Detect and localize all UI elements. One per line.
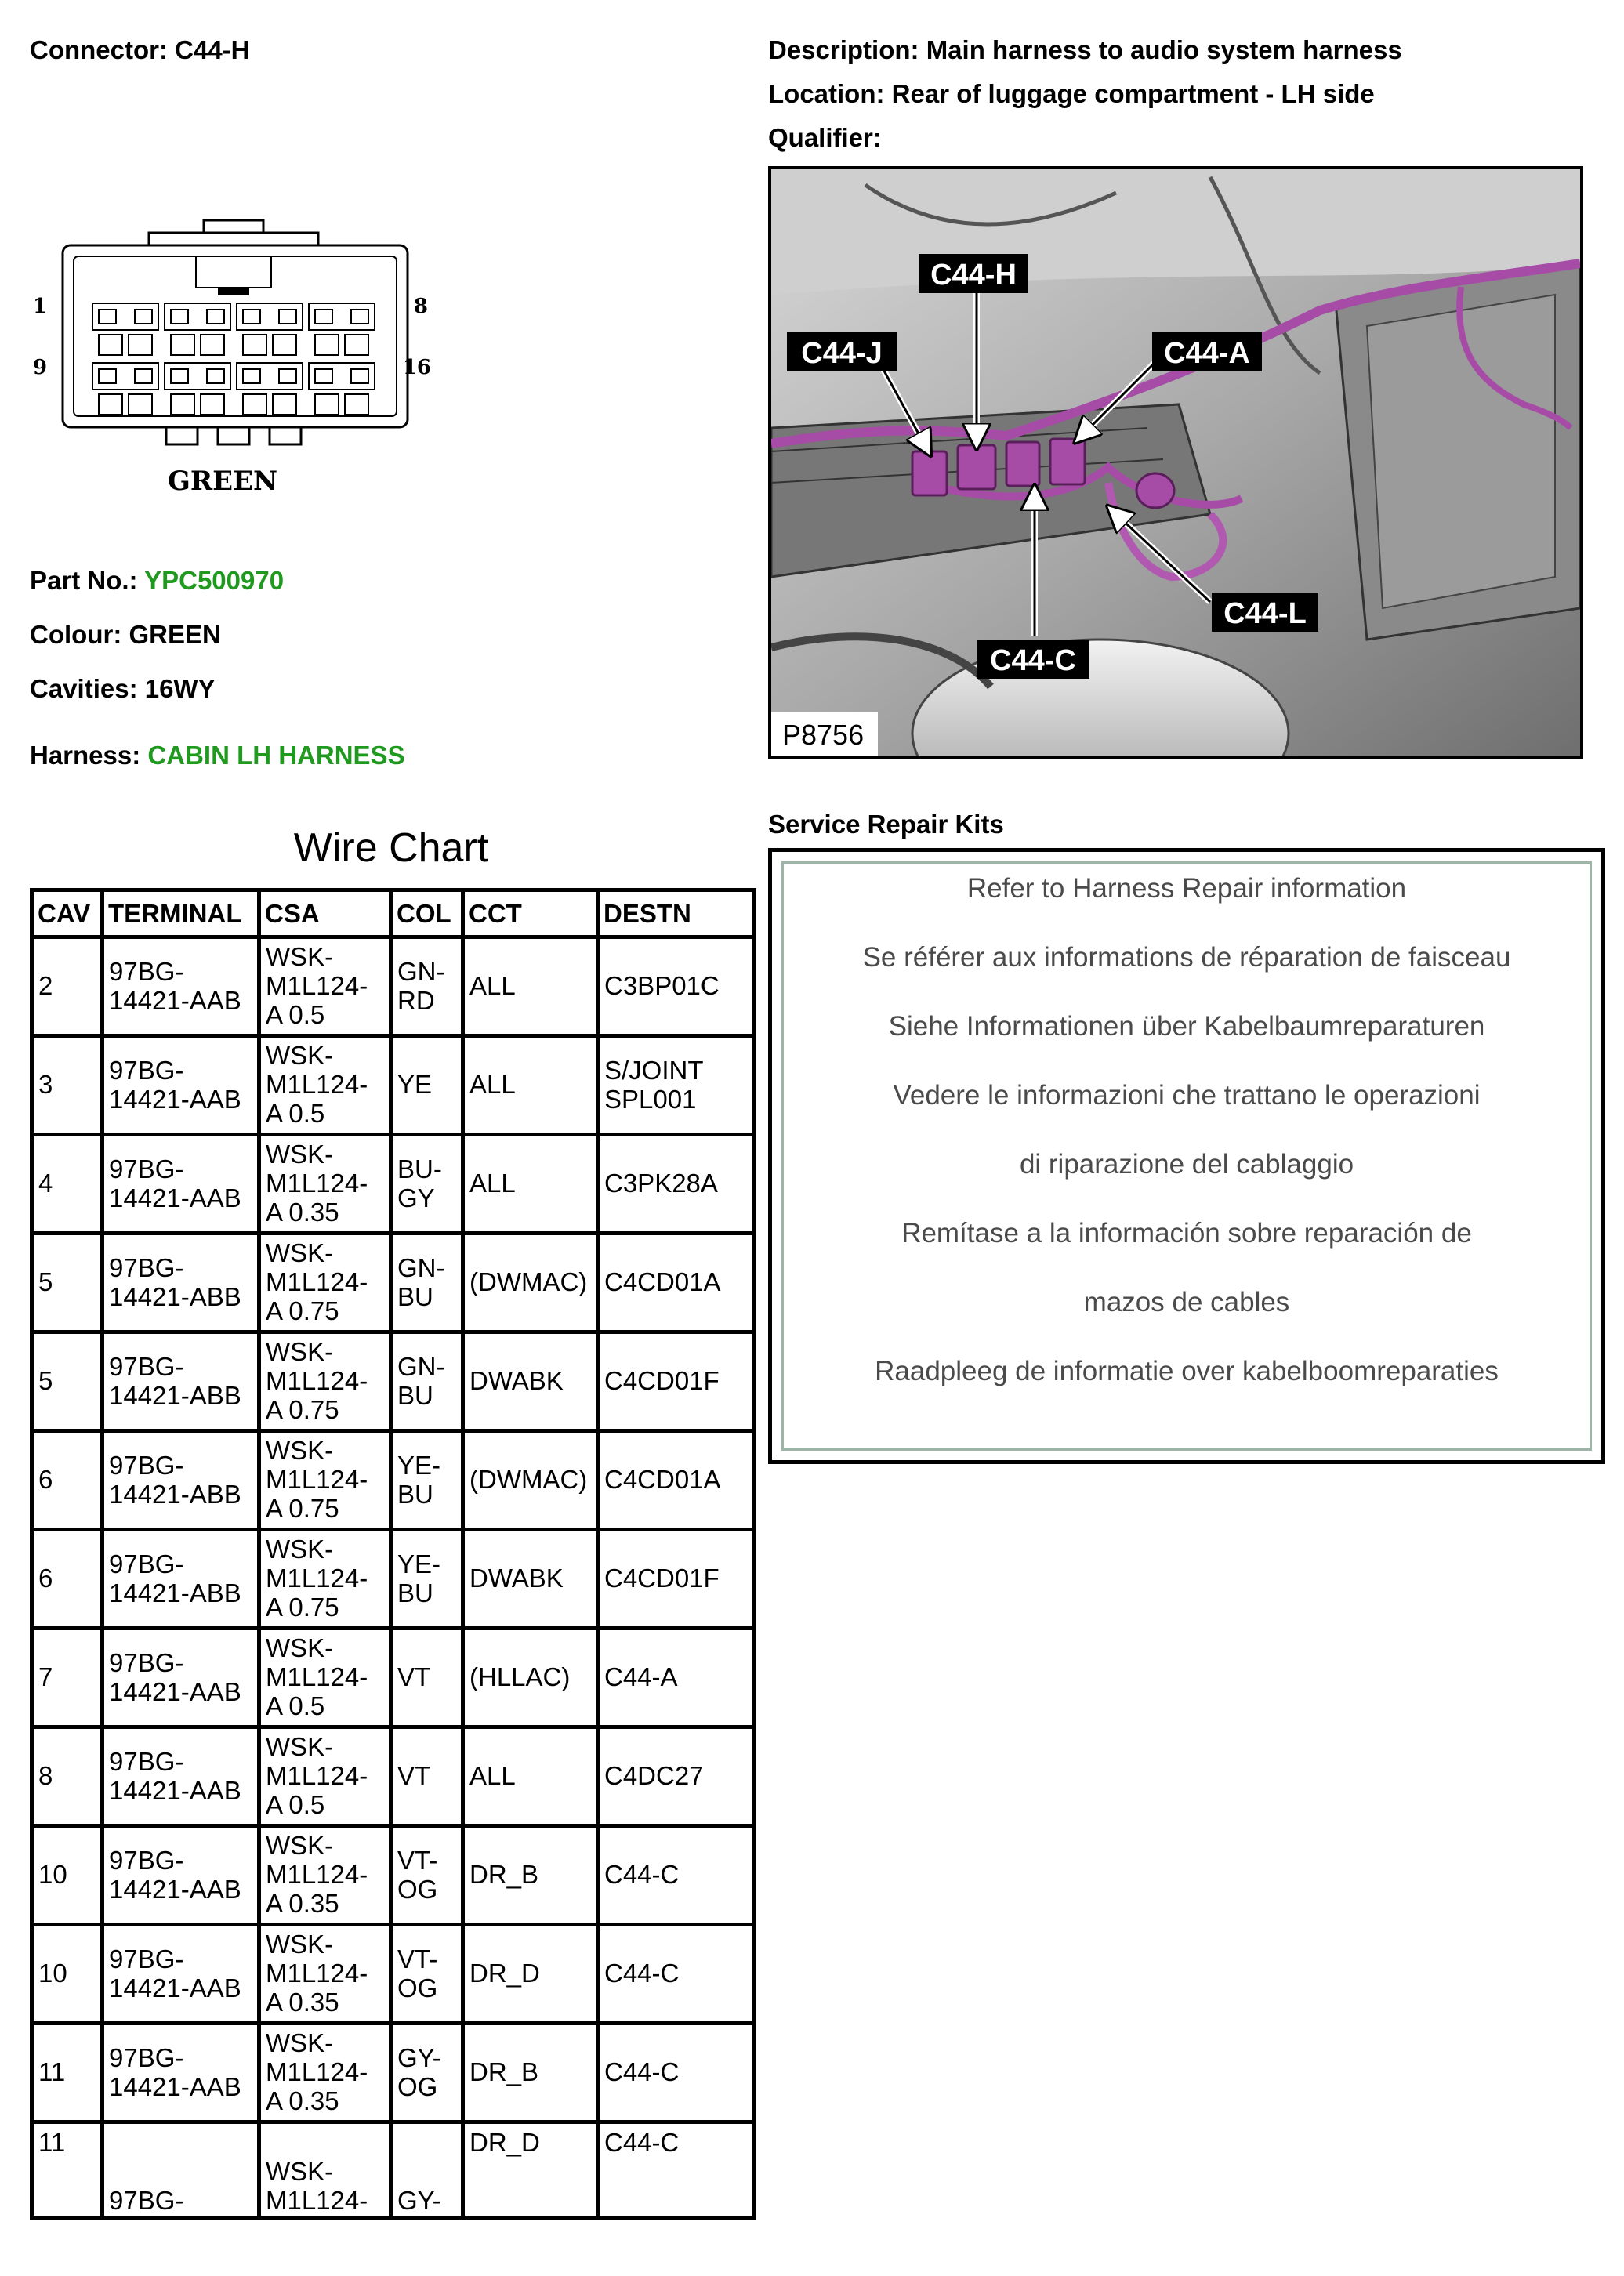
cell-text: 5	[38, 1267, 53, 1297]
cell-csa	[259, 2122, 391, 2218]
cell-col	[391, 1629, 463, 1727]
cell-text: C4CD01F	[604, 1564, 720, 1593]
repair-info-line: mazos de cables	[1083, 1287, 1290, 1317]
pin-label-1: 1	[33, 295, 48, 318]
cell-destn	[598, 1234, 755, 1332]
location-photo	[768, 166, 1583, 759]
cell-col	[391, 1234, 463, 1332]
table-row	[32, 1234, 755, 1332]
cell-text: 97BG- 14421-AAB	[109, 1647, 241, 1706]
cell-cct	[463, 937, 598, 1036]
cell-cct	[463, 1135, 598, 1234]
table-row	[32, 1431, 755, 1530]
cell-text: 97BG- 14421-AAB	[109, 1055, 241, 1114]
cell-text: WSK- M1L124-	[266, 2156, 368, 2215]
table-row	[32, 1332, 755, 1431]
cell-cct	[463, 1036, 598, 1135]
table-row	[32, 1036, 755, 1135]
cell-cav	[32, 2122, 103, 2218]
cell-text: 3	[38, 1070, 53, 1100]
col-header-cct: CCT	[463, 890, 598, 937]
cell-terminal	[103, 2122, 259, 2218]
cell-text: C44-C	[604, 1860, 680, 1890]
cell-text: C3PK28A	[604, 1169, 718, 1198]
cell-csa	[259, 1629, 391, 1727]
connector-label: Connector: C44-H	[30, 35, 250, 64]
cell-cct	[463, 1431, 598, 1530]
cell-col	[391, 1332, 463, 1431]
cell-terminal	[103, 1332, 259, 1431]
repair-info-line: di riparazione del cablaggio	[1019, 1149, 1354, 1180]
cell-cct	[463, 1332, 598, 1431]
cell-cav	[32, 2024, 103, 2122]
cell-text: 97BG- 14421-ABB	[109, 1351, 241, 1410]
page-bottom-edge	[0, 2254, 1624, 2276]
cell-text: C44-A	[604, 1662, 678, 1692]
cell-text: WSK- M1L124- A 0.35	[266, 2028, 368, 2115]
cell-text: WSK- M1L124- A 0.35	[266, 1831, 368, 1918]
colour-info: Colour: GREEN	[30, 620, 221, 649]
cell-text: 97BG- 14421-ABB	[109, 1252, 241, 1311]
table-row	[32, 2024, 755, 2122]
cell-destn	[598, 1135, 755, 1234]
cell-cav	[32, 937, 103, 1036]
cell-text: 11	[38, 2128, 66, 2157]
cell-text: C44-C	[604, 2128, 680, 2157]
photo-reference: P8756	[782, 719, 865, 751]
cell-text: (DWMAC)	[469, 1267, 588, 1297]
callout-c44-c: C44-C	[990, 644, 1076, 677]
cell-text: ALL	[469, 1169, 516, 1198]
pin-label-8: 8	[413, 295, 428, 318]
cell-text: 97BG- 14421-ABB	[109, 1450, 241, 1509]
cell-text: WSK- M1L124- A 0.75	[266, 1337, 368, 1424]
cell-text: GY-	[397, 2185, 441, 2215]
harness-info	[30, 741, 405, 770]
cell-cav	[32, 1925, 103, 2024]
cell-csa	[259, 1332, 391, 1431]
cell-csa	[259, 1530, 391, 1629]
cell-text: C4DC27	[604, 1761, 704, 1791]
cell-cct	[463, 1925, 598, 2024]
repair-info-line: Refer to Harness Repair information	[966, 873, 1407, 904]
cell-csa	[259, 937, 391, 1036]
repair-info-line: Siehe Informationen über Kabelbaumreparaturen	[888, 1011, 1485, 1042]
cell-text: BU- GY	[397, 1154, 442, 1212]
cell-text: 11	[38, 2057, 66, 2087]
cell-text: GN- RD	[397, 956, 445, 1015]
part-no	[30, 566, 284, 596]
col-header-terminal: TERMINAL	[103, 890, 259, 937]
cell-text: WSK- M1L124- A 0.5	[266, 1732, 368, 1819]
cell-text: DR_D	[469, 1959, 540, 1988]
cell-text: WSK- M1L124- A 0.75	[266, 1436, 368, 1523]
cell-cct	[463, 2122, 598, 2218]
cell-text: YE	[397, 1070, 433, 1100]
cell-col	[391, 1727, 463, 1826]
cell-text: GY- OG	[397, 2042, 441, 2101]
cell-text: 97BG- 14421-AAB	[109, 1746, 241, 1805]
table-row	[32, 1530, 755, 1629]
connector-colour-text: GREEN	[167, 466, 278, 497]
wire-chart-header-row	[32, 890, 755, 937]
cell-cav	[32, 1530, 103, 1629]
cell-cct	[463, 1530, 598, 1629]
cell-text: DWABK	[469, 1366, 564, 1396]
cell-text: 4	[38, 1169, 53, 1198]
cell-terminal	[103, 1925, 259, 2024]
repair-info-line: Vedere le informazioni che trattano le operazioni	[893, 1080, 1481, 1111]
cell-text: YE- BU	[397, 1549, 441, 1607]
col-header-col: COL	[391, 890, 463, 937]
repair-info-line: Se référer aux informations de réparation de faisceau	[862, 942, 1511, 973]
cell-text: 97BG- 14421-AAB	[109, 2042, 241, 2101]
cell-csa	[259, 1925, 391, 2024]
cell-text: WSK- M1L124- A 0.35	[266, 1140, 368, 1227]
harness-value: CABIN LH HARNESS	[147, 741, 405, 770]
cell-text: WSK- M1L124- A 0.35	[266, 1930, 368, 2017]
cell-cav	[32, 1135, 103, 1234]
cell-terminal	[103, 1135, 259, 1234]
cell-text: ALL	[469, 1070, 516, 1100]
cell-text: 5	[38, 1366, 53, 1396]
cell-text: 97BG- 14421-AAB	[109, 1944, 241, 2002]
cell-text: 6	[38, 1564, 53, 1593]
description-label: Description: Main harness to audio system harness	[768, 35, 1402, 64]
cell-cav	[32, 1431, 103, 1530]
cell-terminal	[103, 1036, 259, 1135]
cell-cav	[32, 1629, 103, 1727]
table-row	[32, 1925, 755, 2024]
cell-text: DR_B	[469, 2057, 539, 2087]
repair-info-line: Raadpleeg de informatie over kabelboomreparaties	[875, 1356, 1499, 1386]
cell-text: ALL	[469, 971, 516, 1001]
wire-chart-title: Wire Chart	[293, 825, 489, 871]
table-row	[32, 937, 755, 1036]
cell-text: 97BG- 14421-AAB	[109, 956, 241, 1015]
cell-cav	[32, 1234, 103, 1332]
cell-text: C4CD01A	[604, 1465, 721, 1495]
cell-text: 97BG- 14421-AAB	[109, 1154, 241, 1212]
cell-csa	[259, 1727, 391, 1826]
cell-text: VT- OG	[397, 1845, 438, 1904]
cell-cav	[32, 1036, 103, 1135]
cell-col	[391, 2024, 463, 2122]
cell-destn	[598, 1727, 755, 1826]
cell-terminal	[103, 1431, 259, 1530]
table-row	[32, 2122, 755, 2218]
col-header-destn: DESTN	[598, 890, 755, 937]
cell-cct	[463, 1727, 598, 1826]
cell-text: C3BP01C	[604, 971, 720, 1001]
cell-col	[391, 1036, 463, 1135]
col-header-csa: CSA	[259, 890, 391, 937]
cell-destn	[598, 1431, 755, 1530]
cell-text: 97BG- 14421-AAB	[109, 1845, 241, 1904]
cell-destn	[598, 1530, 755, 1629]
wire-chart-table	[30, 888, 756, 2220]
cell-terminal	[103, 1234, 259, 1332]
cell-text: C4CD01A	[604, 1267, 721, 1297]
cell-destn	[598, 1629, 755, 1727]
cell-text: DR_D	[469, 2128, 540, 2157]
pin-label-16: 16	[402, 356, 431, 379]
cell-csa	[259, 2024, 391, 2122]
qualifier-label: Qualifier:	[768, 123, 882, 152]
table-row	[32, 1135, 755, 1234]
cell-csa	[259, 1036, 391, 1135]
cell-col	[391, 1135, 463, 1234]
cell-col	[391, 1431, 463, 1530]
cell-text: VT	[397, 1662, 431, 1692]
cell-text: C44-C	[604, 1959, 680, 1988]
cell-destn	[598, 1036, 755, 1135]
cell-csa	[259, 1234, 391, 1332]
cell-text: WSK- M1L124- A 0.75	[266, 1535, 368, 1622]
cell-text: 7	[38, 1662, 53, 1692]
col-header-cav: CAV	[32, 890, 103, 937]
callout-c44-h: C44-H	[930, 259, 1017, 292]
cell-text: DR_B	[469, 1860, 539, 1890]
callout-c44-a: C44-A	[1164, 337, 1250, 370]
service-repair-kits-inner	[781, 861, 1592, 1451]
part-no-value: YPC500970	[144, 566, 285, 595]
cell-cav	[32, 1332, 103, 1431]
table-row	[32, 1727, 755, 1826]
harness-label: Harness:	[30, 741, 141, 770]
cell-text: (HLLAC)	[469, 1662, 571, 1692]
cell-text: ALL	[469, 1761, 516, 1791]
cell-destn	[598, 937, 755, 1036]
cell-text: GN- BU	[397, 1252, 445, 1311]
service-repair-kits-box	[768, 848, 1605, 1464]
cell-text: C44-C	[604, 2057, 680, 2087]
cell-text: S/JOINT SPL001	[604, 1055, 704, 1114]
pin-label-9: 9	[33, 356, 48, 379]
cell-destn	[598, 1332, 755, 1431]
cell-text: 10	[38, 1959, 67, 1988]
cell-csa	[259, 1431, 391, 1530]
cell-text: WSK- M1L124- A 0.5	[266, 942, 368, 1029]
cell-text: YE- BU	[397, 1450, 441, 1509]
cell-terminal	[103, 1826, 259, 1925]
cell-destn	[598, 2122, 755, 2218]
cell-text: VT	[397, 1761, 431, 1791]
table-row	[32, 1826, 755, 1925]
cell-text: WSK- M1L124- A 0.5	[266, 1041, 368, 1128]
callout-c44-j: C44-J	[801, 337, 883, 370]
cell-text: 97BG- 14421-ABB	[109, 1549, 241, 1607]
cavities-info: Cavities: 16WY	[30, 674, 216, 703]
cell-text: 6	[38, 1465, 53, 1495]
cell-destn	[598, 1826, 755, 1925]
cell-terminal	[103, 1629, 259, 1727]
cell-cct	[463, 2024, 598, 2122]
cell-csa	[259, 1826, 391, 1925]
location-label: Location: Rear of luggage compartment - LH side	[768, 79, 1375, 108]
repair-info-line: Remítase a la información sobre reparación de	[901, 1218, 1472, 1249]
connector-diagram	[30, 216, 437, 498]
cell-terminal	[103, 2024, 259, 2122]
cell-cav	[32, 1826, 103, 1925]
callout-c44-l: C44-L	[1223, 597, 1307, 630]
cell-csa	[259, 1135, 391, 1234]
cell-text: 97BG-	[109, 2185, 184, 2215]
cell-destn	[598, 1925, 755, 2024]
cell-text: WSK- M1L124- A 0.75	[266, 1238, 368, 1325]
cell-text: WSK- M1L124- A 0.5	[266, 1633, 368, 1720]
cell-terminal	[103, 1727, 259, 1826]
cell-col	[391, 1530, 463, 1629]
cell-text: 10	[38, 1860, 67, 1890]
cell-terminal	[103, 1530, 259, 1629]
cell-col	[391, 1925, 463, 2024]
cell-cct	[463, 1629, 598, 1727]
cell-terminal	[103, 937, 259, 1036]
cell-col	[391, 1826, 463, 1925]
cell-col	[391, 2122, 463, 2218]
cell-col	[391, 937, 463, 1036]
cell-text: 2	[38, 971, 53, 1001]
cell-text: (DWMAC)	[469, 1465, 588, 1495]
cell-cct	[463, 1234, 598, 1332]
cell-text: DWABK	[469, 1564, 564, 1593]
cell-cav	[32, 1727, 103, 1826]
cell-cct	[463, 1826, 598, 1925]
service-repair-kits-title: Service Repair Kits	[768, 810, 1004, 839]
cell-text: C4CD01F	[604, 1366, 720, 1396]
cell-text: VT- OG	[397, 1944, 438, 2002]
table-row	[32, 1629, 755, 1727]
cell-text: 8	[38, 1761, 53, 1791]
part-no-label: Part No.:	[30, 566, 138, 595]
cell-text: GN- BU	[397, 1351, 445, 1410]
cell-destn	[598, 2024, 755, 2122]
